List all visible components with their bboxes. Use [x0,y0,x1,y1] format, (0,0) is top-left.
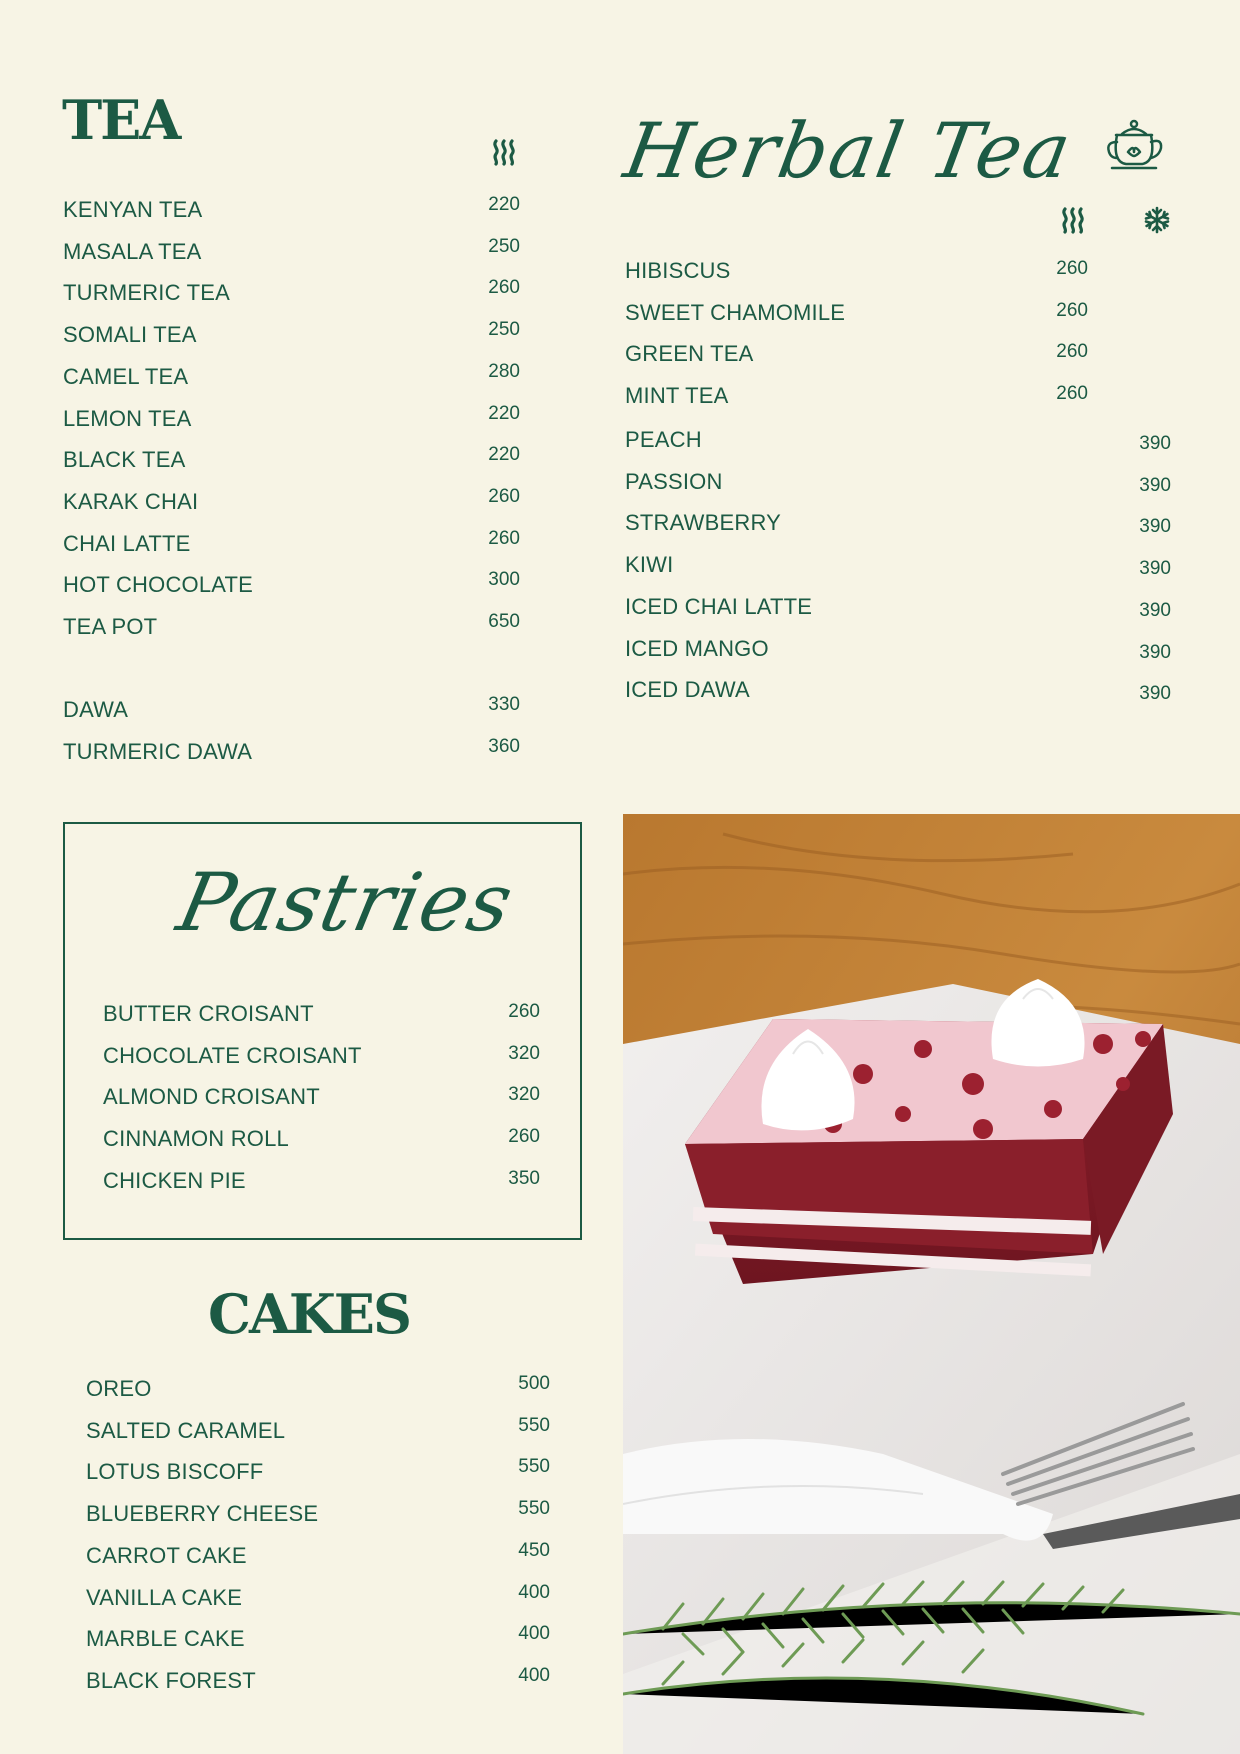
menu-item-price: 400 [518,1581,550,1603]
menu-item-name: CARROT CAKE [86,1542,247,1568]
menu-item-name: ICED CHAI LATTE [625,593,813,619]
menu-item-name: CINNAMON ROLL [103,1126,289,1152]
menu-item-price: 390 [1139,599,1171,621]
menu-item-name: PASSION [625,468,723,494]
menu-item [63,694,520,727]
menu-item [63,611,520,644]
menu-item [103,1168,540,1198]
menu-item [86,1539,550,1573]
menu-item [625,300,1088,330]
menu-item-name: MARBLE CAKE [86,1626,245,1652]
menu-item [63,319,520,352]
pastries-title: Pastries [170,856,522,949]
menu-item-price: 300 [488,569,520,591]
steam-icon [491,138,517,166]
menu-item-price: 390 [1139,683,1171,705]
menu-item [63,194,520,227]
menu-item [86,1456,550,1489]
menu-item-name: KARAK CHAI [63,488,199,514]
menu-item-price: 400 [518,1664,550,1686]
menu-item-name: ALMOND CROISANT [103,1084,320,1110]
steam-icon [1060,206,1086,234]
menu-item-price: 260 [1056,383,1088,405]
menu-item-name: KIWI [625,552,674,578]
menu-item-price: 500 [518,1373,550,1394]
menu-item [63,402,520,436]
menu-item [625,510,1171,540]
menu-item-price: 550 [518,1498,550,1520]
menu-item-name: HIBISCUS [625,258,731,283]
menu-item-price: 260 [1056,341,1088,363]
menu-item [625,427,1171,457]
menu-item [63,569,520,602]
menu-item-name: CAMEL TEA [63,363,189,389]
menu-item [103,1126,540,1156]
menu-item-price: 260 [488,485,520,507]
menu-item-price: 550 [518,1456,550,1478]
menu-item-name: BLACK TEA [63,447,186,473]
menu-item-price: 260 [1056,258,1088,279]
menu-item-price: 650 [488,611,520,632]
menu-item-price: 360 [488,736,520,758]
menu-item-name: DAWA [63,697,129,723]
menu-item-price: 330 [488,694,520,716]
menu-item-price: 320 [508,1084,540,1106]
menu-item-name: MINT TEA [625,383,729,409]
menu-item [86,1498,550,1531]
menu-item [63,736,520,769]
menu-item-name: ICED DAWA [625,677,750,703]
menu-item [86,1373,550,1406]
menu-item-price: 390 [1139,516,1171,538]
menu-item-price: 390 [1139,641,1171,663]
menu-item-price: 550 [518,1414,550,1436]
menu-item-name: SOMALI TEA [63,322,197,348]
menu-item-name: CHICKEN PIE [103,1167,246,1193]
menu-item-price: 250 [488,235,520,257]
menu-item-name: PEACH [625,427,702,452]
menu-item-name: BLUEBERRY CHEESE [86,1501,319,1527]
cakes-title: CAKES [208,1282,410,1346]
menu-item-name: CHOCOLATE CROISANT [103,1042,362,1068]
menu-item [86,1623,550,1656]
menu-item-price: 220 [488,444,520,466]
menu-item-price: 260 [508,1001,540,1022]
menu-item-name: CHAI LATTE [63,530,191,556]
menu-item-price: 350 [508,1167,540,1189]
menu-item [86,1414,550,1448]
menu-item [625,258,1088,288]
menu-item [63,485,520,519]
menu-item-price: 220 [488,194,520,215]
menu-item-name: KENYAN TEA [63,197,203,222]
menu-item [625,677,1171,707]
menu-item-price: 400 [518,1623,550,1645]
menu-item [63,360,520,394]
menu-item-name: SALTED CARAMEL [86,1417,286,1443]
herbal-tea-title: Herbal Tea [618,106,1079,195]
menu-item [63,444,520,477]
menu-item-price: 390 [1139,474,1171,496]
menu-item-name: SWEET CHAMOMILE [625,299,846,325]
menu-item-name: STRAWBERRY [625,510,782,536]
menu-item-name: MASALA TEA [63,238,202,264]
menu-item-name: BLACK FOREST [86,1667,256,1693]
menu-item-name: ICED MANGO [625,635,769,661]
menu-item [63,235,520,269]
snowflake-icon [1143,206,1171,234]
menu-item-name: VANILLA CAKE [86,1584,243,1610]
menu-item-price: 450 [518,1539,550,1561]
menu-item-price: 280 [488,360,520,382]
menu-item [625,469,1171,499]
menu-item [625,341,1088,371]
menu-item-name: LEMON TEA [63,405,192,431]
red-velvet-cake-photo [623,814,1240,1754]
menu-item [86,1581,550,1615]
menu-item-price: 260 [488,527,520,549]
menu-item-name: BUTTER CROISANT [103,1001,314,1026]
menu-item [103,1043,540,1073]
menu-item [86,1664,550,1698]
teapot-icon [1104,118,1164,174]
menu-item-name: OREO [86,1376,152,1401]
tea-title: TEA [62,88,180,152]
menu-item-price: 260 [508,1126,540,1148]
menu-item [625,383,1088,413]
menu-item [103,1001,540,1031]
menu-item [625,552,1171,582]
menu-item-name: GREEN TEA [625,341,754,367]
menu-item-price: 220 [488,402,520,424]
menu-item-name: TEA POT [63,614,158,639]
menu-item-price: 390 [1139,558,1171,580]
menu-item-price: 320 [508,1042,540,1064]
menu-item-price: 260 [488,277,520,299]
menu-item-price: 390 [1139,433,1171,454]
menu-item-price: 260 [1056,299,1088,321]
menu-item-price: 250 [488,319,520,341]
menu-item-name: HOT CHOCOLATE [63,572,254,598]
menu-item [103,1084,540,1114]
menu-item [63,527,520,561]
menu-item [625,636,1171,666]
menu-item-name: LOTUS BISCOFF [86,1459,264,1485]
menu-item [625,594,1171,624]
menu-item [63,277,520,310]
menu-item-name: TURMERIC DAWA [63,739,253,765]
menu-item-name: TURMERIC TEA [63,280,231,306]
